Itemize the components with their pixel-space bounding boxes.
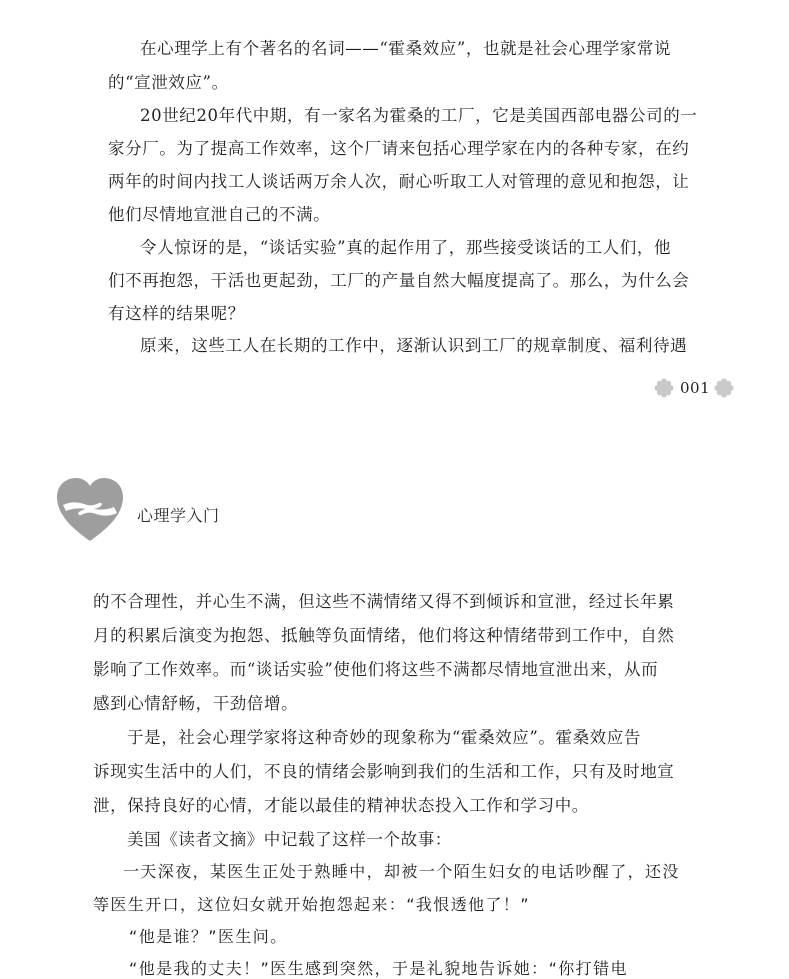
paragraph-line: 月的积累后演变为抱怨、抵触等负面情绪，他们将这种情绪带到工作中，自然 xyxy=(93,625,675,645)
paragraph-line: 们不再抱怨，干活也更起劲，工厂的产量自然大幅度提高了。那么，为什么会 xyxy=(108,270,690,290)
paragraph-line: 他们尽情地宣泄自己的不满。 xyxy=(108,204,331,224)
page-number: 001 xyxy=(680,379,711,397)
paragraph-line: 泄，保持良好的心情，才能以最佳的精神状态投入工作和学习中。 xyxy=(93,795,589,815)
quoted-story-line: 一天深夜，某医生正处于熟睡中，却被一个陌生妇女的电话吵醒了，还没 xyxy=(123,862,680,881)
paragraph-line: 家分厂。为了提高工作效率，这个厂请来包括心理学家在内的各种专家，在约 xyxy=(108,138,690,158)
flower-ornament-icon xyxy=(714,378,734,398)
paragraph-line: 两年的时间内找工人谈话两万余人次，耐心听取工人对管理的意见和抱怨，让 xyxy=(108,171,690,191)
paragraph-line: 20世纪20年代中期，有一家名为霍桑的工厂，它是美国西部电器公司的一 xyxy=(140,105,698,125)
paragraph-line: 的“宣泄效应”。 xyxy=(108,72,229,92)
paragraph-line: 感到心情舒畅，干劲倍增。 xyxy=(93,693,299,713)
paragraph-line: 的不合理性，并心生不满，但这些不满情绪又得不到倾诉和宣泄，经过长年累 xyxy=(93,591,675,611)
page-001 xyxy=(0,0,789,420)
quoted-story-line: 等医生开口，这位妇女就开始抱怨起来：“我恨透他了！” xyxy=(93,895,530,914)
page-002 xyxy=(0,430,789,978)
paragraph-line: 于是，社会心理学家将这种奇妙的现象称为“霍桑效应”。霍桑效应告 xyxy=(127,727,641,747)
running-header-title: 心理学入门 xyxy=(137,506,220,525)
quoted-story-line: “他是我的丈夫！”医生感到突然，于是礼貌地告诉她：“你打错电 xyxy=(129,959,628,978)
paragraph-line: 在心理学上有个著名的名词——“霍桑效应”，也就是社会心理学家常说 xyxy=(140,38,672,58)
paragraph-line: 原来，这些工人在长期的工作中，逐渐认识到工厂的规章制度、福利待遇 xyxy=(140,335,688,355)
paragraph-line: 影响了工作效率。而“谈话实验”使他们将这些不满都尽情地宣泄出来，从而 xyxy=(93,659,659,679)
paragraph-line: 美国《读者文摘》中记载了这样一个故事： xyxy=(127,829,452,849)
paragraph-line: 有这样的结果呢？ xyxy=(108,303,245,323)
quoted-story-line: “他是谁？”医生问。 xyxy=(129,927,288,946)
paragraph-line: 令人惊讶的是，“谈话实验”真的起作用了，那些接受谈话的工人们，他 xyxy=(140,237,672,257)
flower-ornament-icon xyxy=(654,378,674,398)
paragraph-line: 诉现实生活中的人们，不良的情绪会影响到我们的生活和工作，只有及时地宣 xyxy=(93,761,675,781)
page-footer xyxy=(654,376,736,402)
heart-hands-icon xyxy=(53,475,127,545)
